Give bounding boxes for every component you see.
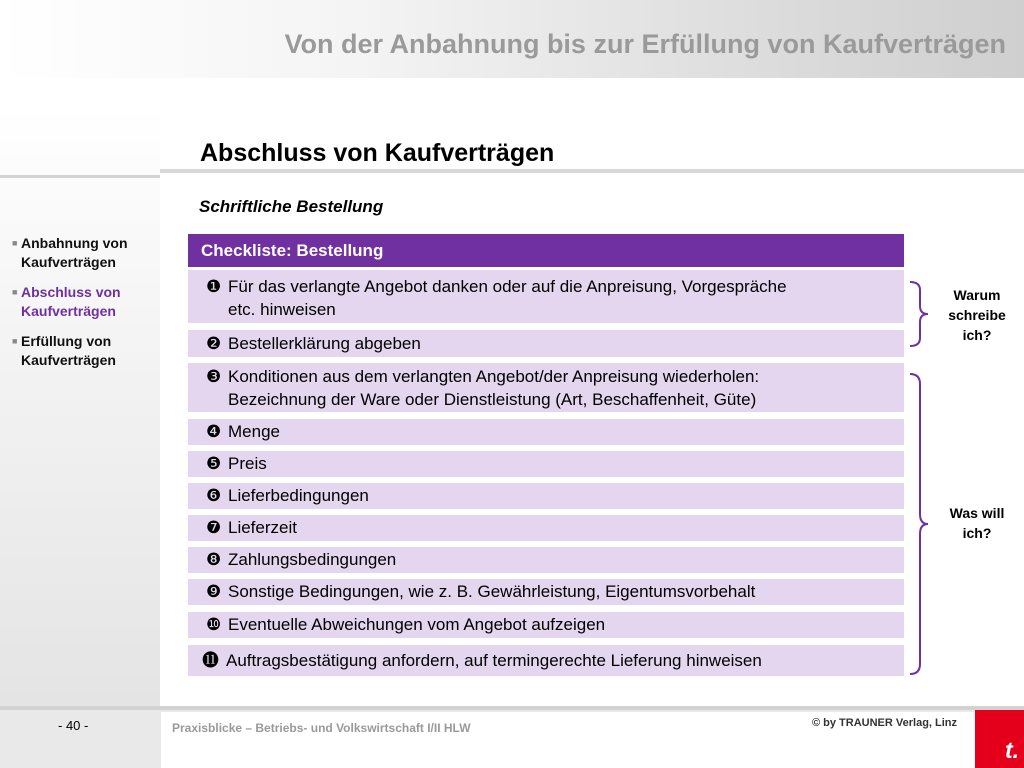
checklist-item-text: Zahlungsbedingungen (228, 550, 397, 569)
checklist-header: Checkliste: Bestellung (188, 234, 904, 267)
trauner-logo (975, 710, 1024, 768)
checklist-item-text: Lieferzeit (228, 518, 297, 537)
checklist-item-text: Für das verlangte Angebot danken oder auf die Anpreisung, Vorgespräche (228, 277, 787, 296)
sidebar-item-label: Kaufverträgen (21, 303, 116, 319)
checklist-item-10 (188, 612, 904, 638)
book-title: Praxisblicke – Betriebs- und Volkswirtschaft I/II HLW (172, 721, 471, 735)
number-11-icon: ⓫ (202, 651, 219, 670)
subtitle: Schriftliche Bestellung (199, 197, 384, 216)
checklist-item-text: etc. hinweisen (228, 300, 336, 319)
checklist-item-text: Lieferbedingungen (228, 486, 369, 505)
sidebar-nav (12, 234, 160, 381)
square-bullet-icon: ■ (12, 287, 18, 297)
checklist-item-text: Preis (228, 454, 267, 473)
copyright: © by TRAUNER Verlag, Linz (812, 717, 958, 729)
sidebar (0, 108, 160, 706)
checklist-item-7 (188, 515, 904, 541)
sidebar-item-label: Erfüllung von (21, 333, 112, 349)
checklist-item-text: Eventuelle Abweichungen vom Angebot aufzeigen (228, 615, 606, 634)
number-4-icon: ❹ (206, 422, 222, 441)
checklist-item-2 (188, 330, 904, 357)
side-label-why: Warum schreibe ich? (948, 287, 1006, 343)
logo-text: t. (1004, 737, 1019, 763)
checklist-item-text: Konditionen aus dem verlangten Angebot/der Anpreisung wiederholen: (228, 367, 760, 386)
square-bullet-icon: ■ (12, 336, 18, 346)
side-label-what: Was will ich? (949, 505, 1005, 541)
number-2-icon: ❷ (206, 334, 222, 353)
number-3-icon: ❸ (206, 367, 222, 386)
checklist-item-4 (188, 419, 904, 445)
sidebar-item-label: Abschluss von (21, 284, 121, 300)
checklist-item-5 (188, 451, 904, 477)
sidebar-divider (0, 175, 160, 178)
curly-brace-icon (908, 280, 932, 348)
checklist-item-text: Sonstige Bedingungen, wie z. B. Gewährleistung, Eigentumsvorbehalt (228, 582, 756, 601)
checklist-item-text: Auftragsbestätigung anfordern, auf termingerechte Lieferung hinweisen (226, 651, 762, 670)
sidebar-item-abschluss[interactable] (12, 283, 160, 321)
checklist-item-3 (188, 363, 904, 412)
number-8-icon: ❽ (206, 550, 222, 569)
checklist-item-text: Bestellerklärung abgeben (228, 334, 421, 353)
checklist-item-6 (188, 483, 904, 509)
checklist-item-text: Bezeichnung der Ware oder Dienstleistung (Art, Beschaffenheit, Güte) (228, 390, 757, 409)
sidebar-item-anbahnung[interactable] (12, 234, 160, 272)
checklist-item-1 (188, 270, 904, 323)
page-number: - 40 - (58, 718, 89, 733)
number-5-icon: ❺ (206, 454, 222, 473)
number-1-icon: ❶ (206, 277, 222, 296)
number-6-icon: ❻ (206, 486, 222, 505)
number-10-icon: ❿ (206, 615, 222, 634)
checklist-item-11 (188, 645, 904, 676)
sidebar-item-label: Kaufverträgen (21, 352, 116, 368)
title-divider (160, 169, 1024, 173)
curly-brace-icon (908, 372, 932, 676)
checklist-item-9 (188, 579, 904, 605)
sidebar-item-erfuellung[interactable] (12, 332, 160, 370)
sidebar-item-label: Anbahnung von (21, 235, 128, 251)
number-9-icon: ❾ (206, 582, 222, 601)
section-title: Abschluss von Kaufverträgen (200, 139, 555, 167)
footer-divider (0, 706, 1024, 710)
square-bullet-icon: ■ (12, 238, 18, 248)
checklist-item-text: Menge (228, 422, 280, 441)
slide-title: Von der Anbahnung bis zur Erfüllung von Kaufverträgen (284, 29, 1006, 59)
sidebar-item-label: Kaufverträgen (21, 254, 116, 270)
checklist-item-8 (188, 547, 904, 573)
number-7-icon: ❼ (206, 518, 222, 537)
